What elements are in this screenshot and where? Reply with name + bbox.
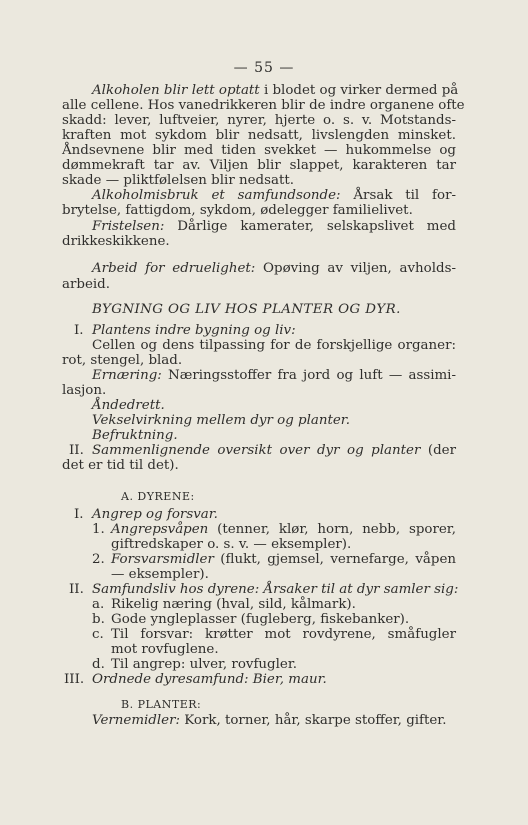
para2-line1: Alkoholmisbruk et samfundsonde: Årsak til for- [92, 188, 457, 203]
subA-item1-line1: Angrepsvåpen (tenner, klør, horn, nebb, sporer, [111, 522, 456, 537]
subA-item2-line1: Forsvarsmidler (flukt, gjemsel, vernefarge, våpen [111, 552, 456, 567]
section1-line4: lasjon. [62, 383, 107, 398]
sub-heading-a: A. DYRENE: [121, 490, 195, 503]
para4-line2: arbeid. [62, 277, 110, 292]
subA-d-letter: d. [92, 657, 105, 672]
subA-II-title: Samfundsliv hos dyrene: Årsaker til at dyr samler sig: [92, 582, 459, 597]
section1-line3: Ernæring: Næringsstoffer fra jord og luft — assimi- [92, 368, 456, 383]
subA-III-number: III. [64, 672, 85, 687]
subA-item2-line2: — eksempler). [111, 567, 209, 582]
section1-title: Plantens indre bygning og liv: [92, 323, 296, 338]
subA-b-letter: b. [92, 612, 105, 627]
para1-line2: alle cellene. Hos vanedrikkeren blir de indre organene ofte [62, 98, 465, 113]
subA-c-letter: c. [92, 627, 104, 642]
section1-line5: Åndedrett. [92, 398, 165, 413]
section1-line6: Vekselvirkning mellem dyr og planter. [92, 413, 350, 428]
subA-a-text: Rikelig næring (hval, sild, kålmark). [111, 597, 356, 612]
para1-line4: kraften mot sykdom blir nedsatt, livslengden minsket. [62, 128, 456, 143]
subA-I-title: Angrep og forsvar. [92, 507, 218, 522]
para4-line1: Arbeid for edruelighet: Opøving av viljen, avholds- [92, 261, 456, 276]
para1-line6: dømmekraft tar av. Viljen blir slappet, karakteren tar [62, 158, 456, 173]
section2-title: Sammenlignende oversikt over dyr og planter (der [92, 443, 456, 458]
para3-line2: drikkeskikkene. [62, 234, 170, 249]
subA-c-text: Til forsvar: krøtter mot rovdyrene, småfugler [111, 627, 456, 642]
page-number: — 55 — [233, 60, 295, 76]
subA-I-number: I. [74, 507, 84, 522]
section-heading: BYGNING OG LIV HOS PLANTER OG DYR. [92, 302, 401, 317]
para1-line7: skade — pliktfølelsen blir nedsatt. [62, 173, 294, 188]
section2-number: II. [69, 443, 84, 458]
para1-line1: Alkoholen blir lett optatt i blodet og virker dermed på [92, 83, 459, 98]
subA-item1-number: 1. [92, 522, 105, 537]
section1-line7: Befruktning. [92, 428, 178, 443]
para2-line2: brytelse, fattigdom, sykdom, ødelegger familielivet. [62, 203, 413, 218]
subA-II-number: II. [69, 582, 84, 597]
subA-item2-number: 2. [92, 552, 105, 567]
subA-item1-line2: giftredskaper o. s. v. — eksempler). [111, 537, 352, 552]
para1-line5: Åndsevnene blir med tiden svekket — hukommelse og [62, 143, 456, 158]
section2-line2: det er tid til det). [62, 458, 179, 473]
subA-b-text: Gode yngleplasser (fugleberg, fiskebanker). [111, 612, 410, 627]
section1-line1: Cellen og dens tilpassing for de forskjellige organer: [92, 338, 456, 353]
section1-line2: rot, stengel, blad. [62, 353, 183, 368]
subB-line1: Vernemidler: Kork, torner, hår, skarpe stoffer, gifter. [92, 713, 447, 728]
subA-d-text: Til angrep: ulver, rovfugler. [111, 657, 298, 672]
subA-a-letter: a. [92, 597, 105, 612]
para1-line3: skadd: lever, luftveier, nyrer, hjerte o. s. v. Motstands- [62, 113, 456, 128]
subA-c-line2: mot rovfuglene. [111, 642, 219, 657]
subA-III-title: Ordnede dyresamfund: Bier, maur. [92, 672, 327, 687]
section1-number: I. [74, 323, 84, 338]
para3-line1: Fristelsen: Dårlige kamerater, selskapslivet med [92, 219, 456, 234]
sub-heading-b: B. PLANTER: [121, 698, 202, 711]
